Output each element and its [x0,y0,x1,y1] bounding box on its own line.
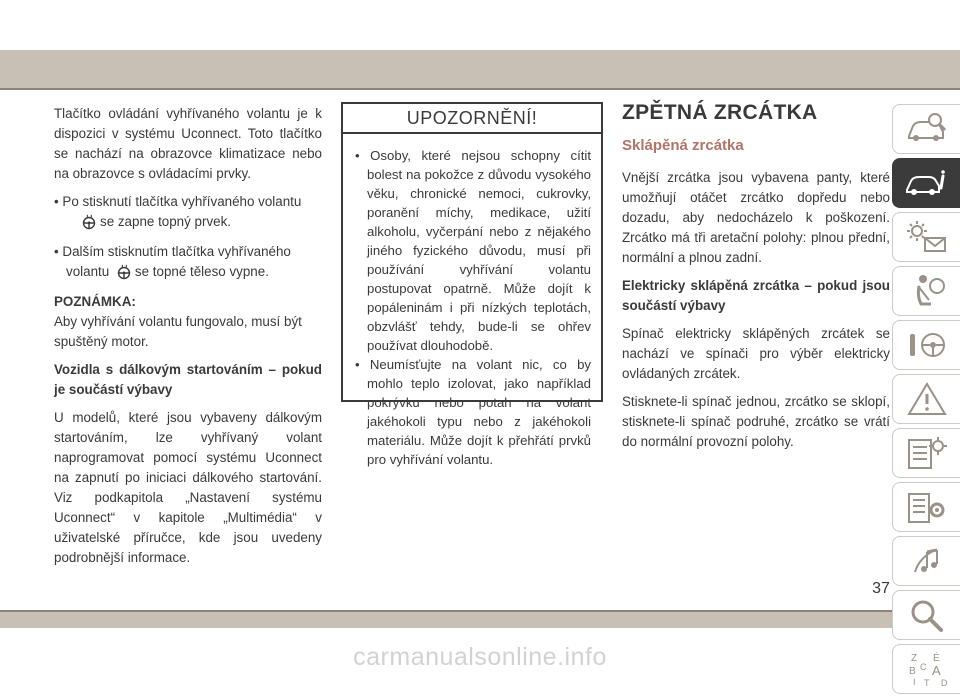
tab-emergency[interactable] [892,374,960,424]
note-text: Aby vyhřívání volantu fungovalo, musí být spuštěný motor. [54,314,302,349]
warning-title: UPOZORNĚNÍ! [343,104,601,134]
index-letter: B [908,666,916,677]
car-magnifier-icon [905,110,949,148]
warning-lights-message-icon [905,218,949,256]
power-folding-heading: Elektricky sklápěná zrcátka – pokud jsou součástí výbavy [622,278,890,313]
bullet-turn-on-text: • Po stisknutí tlačítka vyhřívaného volantu [54,194,302,209]
section-subtitle: Sklápěná zrcátka [622,137,744,154]
watermark: carmanualsonline.info [353,643,607,671]
page-number: 37 [872,580,890,597]
tab-warning-lights[interactable] [892,212,960,262]
roadside-emergency-icon [905,380,949,418]
top-header-band [0,50,960,88]
warning-item: • Neumísťujte na volant nic, co by mohlo teplo izolovat, jako například pokrývku nebo potah na volant jakéhokoli typu nebo z jakéhokoli materiálu. Může dojít k přehřátí prvků pro vyhřívání volantu. [355,357,591,467]
bullet-turn-on-suffix: se zapne topný prvek. [100,214,232,229]
warning-item: • Osoby, které nejsou schopny cítit bolest na pokožce z důvodu vysokého věku, chronické nemoci, cukrovky, poranění míchy, medikace, užití alkoholu, vyčerpání nebo z nějakého jiného fyzického důvodu, musí při používání vyhřívání volantu postupovat opatrně. Může dojít k popáleninám i při nízkých teplotách, obzvlášť tehdy, bude-li se ohřev používat dlouhodobě. [355,148,591,353]
tab-starting[interactable] [892,320,960,370]
search-icon [905,596,949,634]
airbag-seatbelt-icon [905,272,949,310]
heated-wheel-icon [117,264,131,280]
tab-car-magnifier[interactable] [892,104,960,154]
bottom-footer-band [0,612,960,628]
intro-paragraph: Tlačítko ovládání vyhřívaného volantu je k dispozici v systému Uconnect. Toto tlačítko se nachází na obrazovce klimatizace nebo na obrazovce s ovládacími prvky. [54,106,322,181]
warning-body [343,134,601,469]
tab-specifications[interactable] [892,482,960,532]
index-letter: C [919,662,926,672]
bullet-turn-on [54,192,322,232]
top-header-line [0,88,960,90]
multimedia-music-icon [905,542,949,580]
chapter-tabs [892,104,960,698]
left-column [54,104,322,576]
index-letter: I [912,677,916,687]
index-letter: A [931,663,941,678]
bullet-turn-off [54,242,322,282]
bullet-turn-off-suffix: se topné těleso vypne. [134,264,269,279]
index-letter: É [932,653,940,664]
tab-safety[interactable] [892,266,960,316]
specs-gear-icon [905,488,949,526]
power-folding-paragraph: Spínač elektricky sklápěných zrcátek se nachází ve spínači pro výběr elektricky ovládaných zrcátek. [622,326,890,381]
index-letter: Z [910,653,917,664]
section-title: ZPĚTNÁ ZRCÁTKA [622,101,818,124]
tab-search[interactable] [892,590,960,640]
switch-paragraph: Stisknete-li spínač jednou, zrcátko se sklopí, stisknete-li spínač podruhé, zrcátko se vrátí do normální provozní polohy. [622,394,890,449]
bullet-turn-off-text: • Dalším stisknutím tlačítka vyhřívaného volantu [54,244,291,279]
maintenance-tools-icon [905,434,949,472]
heated-wheel-icon [82,214,96,230]
warning-box [341,102,603,467]
remote-start-heading: Vozidla s dálkovým startováním – pokud je součástí výbavy [54,362,322,397]
index-letter: D [940,678,947,688]
folding-mirrors-paragraph: Vnější zrcátka jsou vybavena panty, které umožňují otáčet zrcátko dopředu nebo dozadu, aby nedocházelo k poškození. Zrcátko má tři aretační polohy: plnou přední, normální a plnou zadní. [622,170,890,265]
steering-key-icon [905,326,949,364]
car-info-icon [905,164,949,202]
tab-car-info[interactable] [892,158,960,208]
note-heading: POZNÁMKA: [54,294,136,309]
tab-multimedia[interactable] [892,536,960,586]
remote-start-text: U modelů, které jsou vybaveny dálkovým startováním, lze vyhřívaný volant naprogramovat pomocí systému Uconnect na zapnutí po iniciaci dálkového startování. Viz podkapitola „Nastavení systému Uconnect“ v kapitole „Multimédia“ v uživatelské příručce, kde jsou uvedeny podrobnější informace. [54,410,322,565]
right-column [622,100,890,460]
tab-maintenance[interactable] [892,428,960,478]
index-letter: T [923,678,929,688]
